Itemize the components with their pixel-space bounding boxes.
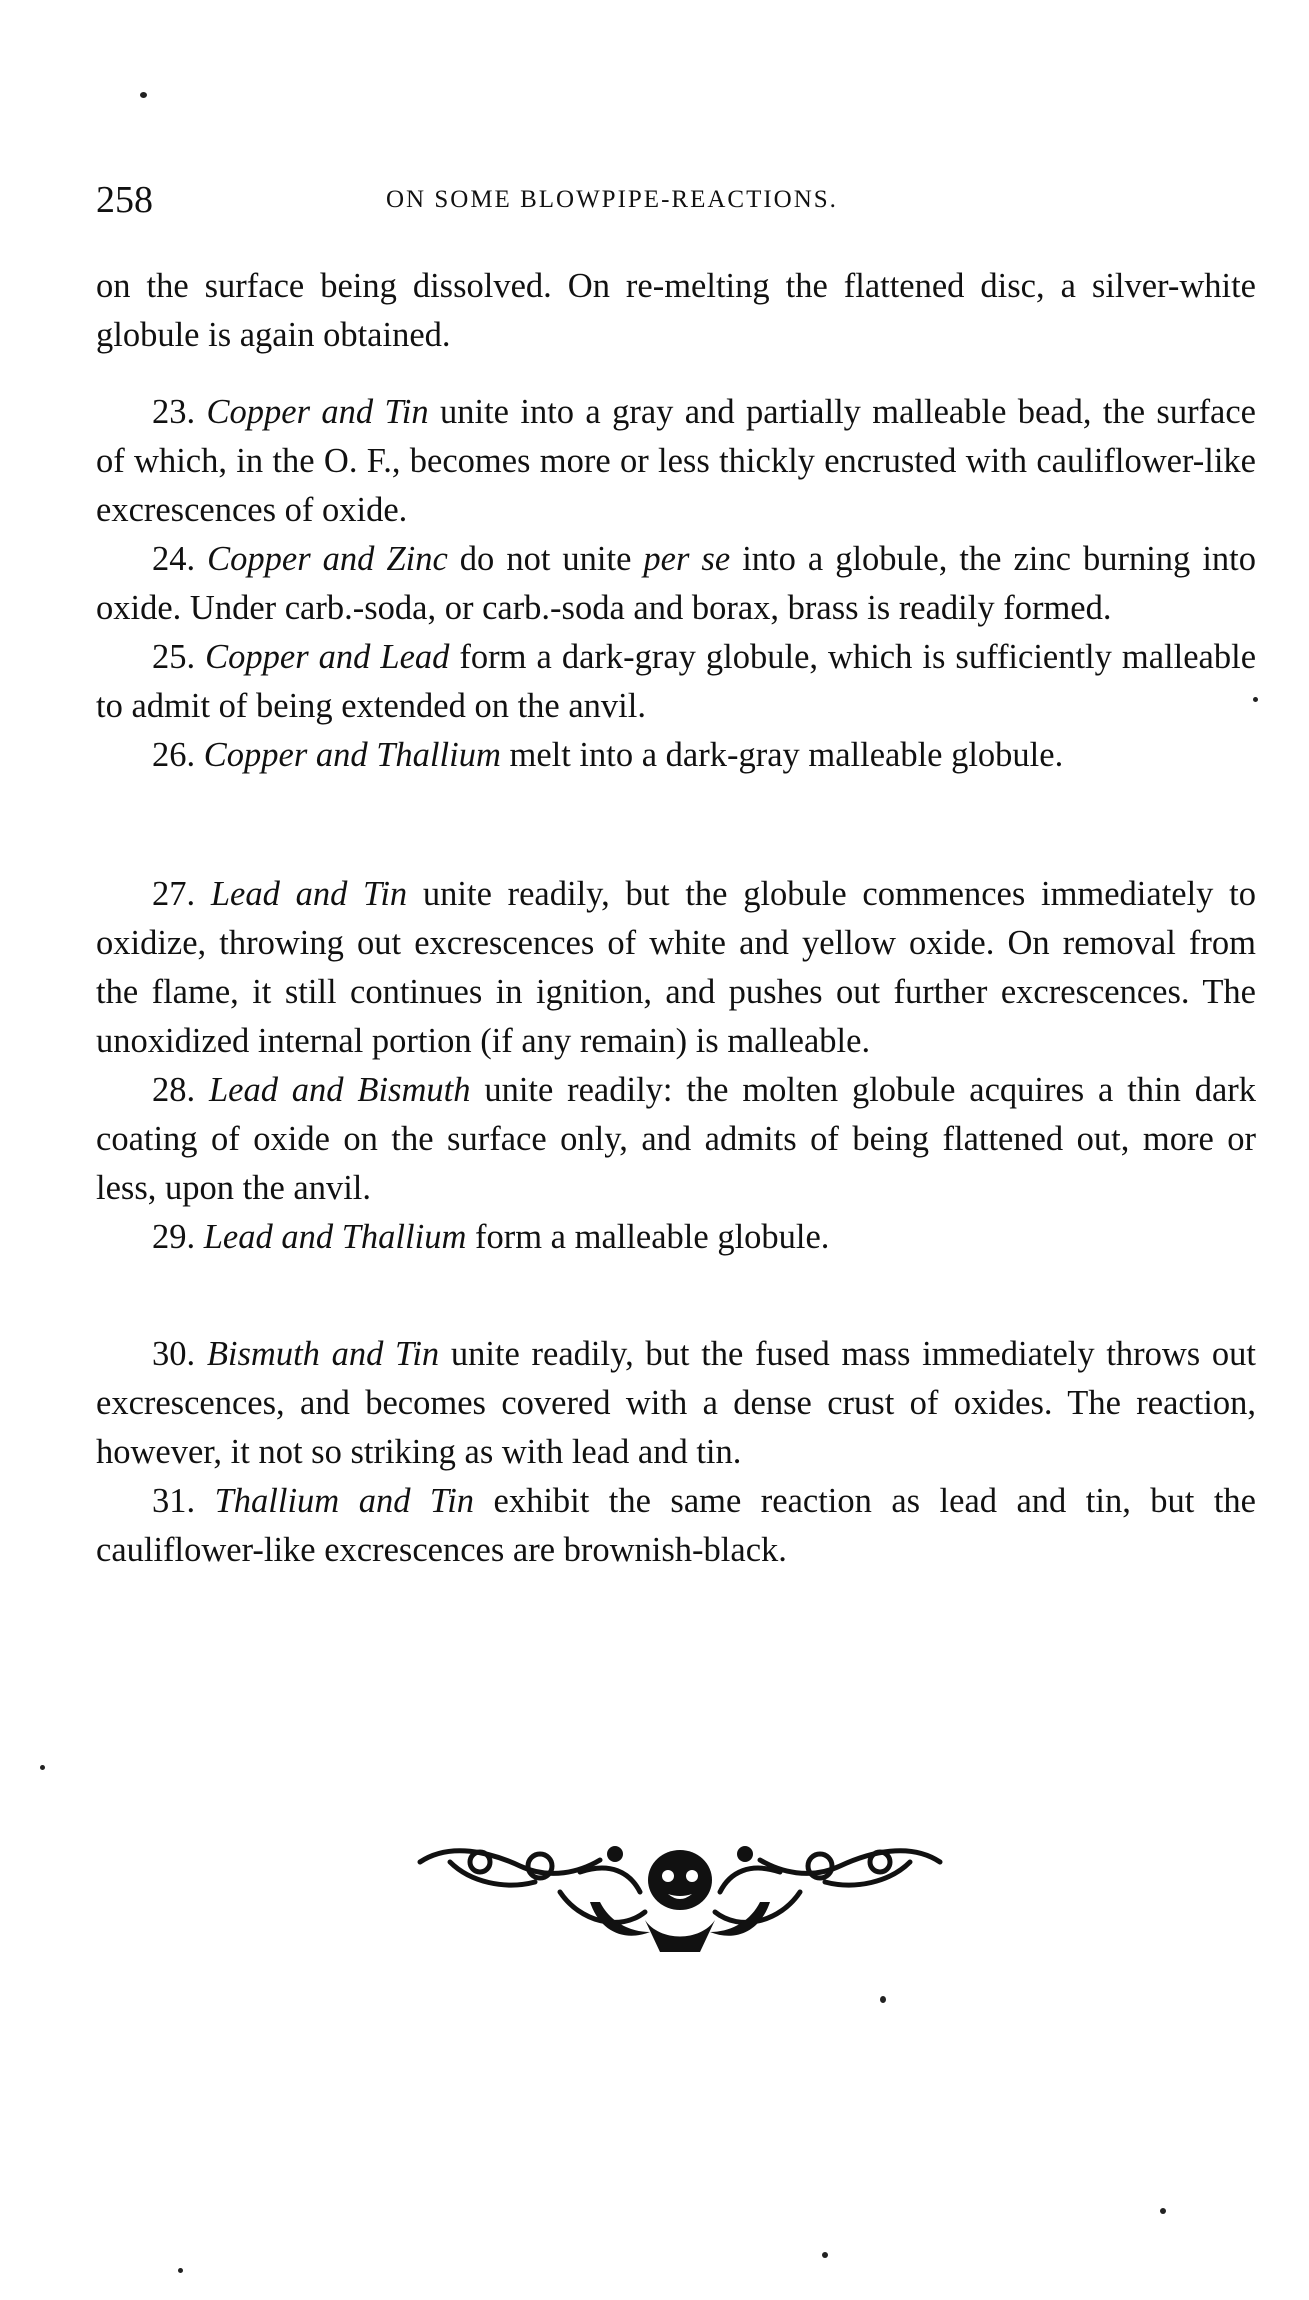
paragraph-30 — [96, 1330, 1256, 1477]
speck — [178, 2268, 183, 2273]
paragraph-text: unite into a gray and partially malleable bead, the surface of which, in the O. F., becomes more or less thickly encrusted with cauliflower-like excrescences of oxide. — [96, 393, 1256, 529]
paragraph-23 — [96, 388, 1256, 535]
paragraph-24 — [96, 535, 1256, 633]
paragraph-26 — [96, 731, 1256, 780]
text-block-bismuth-thallium — [96, 1330, 1256, 1575]
paragraph-number: 29. — [152, 1218, 196, 1256]
paragraph-text: form a malleable globule. — [466, 1218, 830, 1256]
paragraph-text: into a globule, the zinc burning into oxide. Under carb.-soda, or carb.-soda and borax, brass is readily formed. — [96, 540, 1256, 627]
paragraph-title: Copper and Tin — [206, 393, 429, 431]
paragraph-27 — [96, 870, 1256, 1066]
paragraph-number: 26. — [152, 736, 196, 774]
paragraph-title: Copper and Lead — [205, 638, 450, 676]
speck — [1253, 697, 1258, 702]
paragraph-title: Lead and Tin — [210, 875, 408, 913]
paragraph-number: 23. — [152, 393, 196, 431]
text-block-lead — [96, 870, 1256, 1262]
paragraph-text: unite readily: the molten globule acquires a thin dark coating of oxide on the surface only, and admits of being flattened out, more or less, upon the anvil. — [96, 1071, 1257, 1207]
text-block-continuation — [96, 262, 1256, 360]
paragraph-text: exhibit the same reaction as lead and tin, but the cauliflower-like excrescences are brownish-black. — [96, 1482, 1256, 1569]
paragraph-text: unite readily, but the fused mass immediately throws out excrescences, and becomes covered with a dense crust of oxides. The reaction, however, it not so striking as with lead and tin. — [96, 1335, 1257, 1471]
paragraph-number: 30. — [152, 1335, 196, 1373]
speck — [880, 1996, 886, 2003]
speck — [40, 1765, 45, 1770]
paragraph-28 — [96, 1066, 1256, 1213]
paragraph-number: 25. — [152, 638, 196, 676]
paragraph-title: Lead and Bismuth — [208, 1071, 471, 1109]
paragraph-title: Thallium and Tin — [214, 1482, 475, 1520]
paragraph-31 — [96, 1477, 1256, 1575]
ornament-icon — [410, 1832, 950, 1956]
speck — [140, 92, 147, 98]
paragraph-text: melt into a dark-gray malleable globule. — [500, 736, 1064, 774]
paragraph-emphasis: per se — [643, 540, 731, 578]
paragraph-number: 28. — [152, 1071, 196, 1109]
page-number: 258 — [96, 179, 153, 221]
paragraph-title: Lead and Thallium — [203, 1218, 467, 1256]
paragraph-number: 31. — [152, 1482, 196, 1520]
paragraph-title: Bismuth and Tin — [206, 1335, 440, 1373]
speck — [822, 2252, 828, 2258]
paragraph-title: Copper and Zinc — [207, 540, 448, 578]
paragraph-number: 24. — [152, 540, 196, 578]
speck — [1160, 2208, 1166, 2214]
paragraph-title: Copper and Thallium — [203, 736, 501, 774]
paragraph-number: 27. — [152, 875, 196, 913]
text-block-copper — [96, 388, 1256, 780]
paragraph-29 — [96, 1213, 1256, 1262]
continuation-paragraph: on the surface being dissolved. On re-melting the flattened disc, a silver-white globule is again obtained. — [96, 267, 1256, 354]
paragraph-25 — [96, 633, 1256, 731]
running-title: ON SOME BLOWPIPE-REACTIONS. — [386, 186, 838, 213]
paragraph-text: do not unite — [447, 540, 644, 578]
running-head — [96, 178, 1256, 228]
paragraph-text: form a dark-gray globule, which is sufficiently malleable to admit of being extended on the anvil. — [96, 638, 1257, 725]
paragraph-text: unite readily, but the globule commences immediately to oxidize, throwing out excrescences of white and yellow oxide. On removal from the flame, it still continues in ignition, and pushes out further excrescences. The unoxidized internal portion (if any remain) is malleable. — [96, 875, 1256, 1060]
